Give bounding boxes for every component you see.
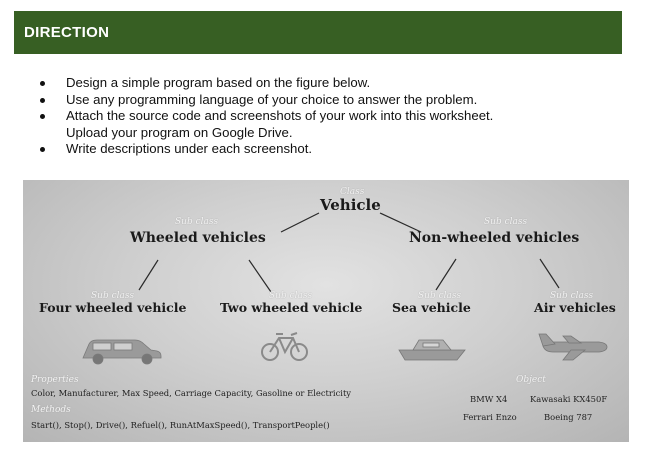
connector-line: [249, 260, 271, 292]
properties-list: Color, Manufacturer, Max Speed, Carriage Capacity, Gasoline or Electricity: [31, 388, 352, 398]
subclass-tag: Sub class: [175, 217, 219, 227]
instruction-text: Use any programming language of your choice to answer the problem.: [66, 91, 478, 107]
subclass-wheeled-vehicles: Wheeled vehicles: [130, 230, 266, 246]
methods-tag: Methods: [31, 405, 71, 415]
connector-line: [540, 259, 559, 288]
subclass-tag: Sub class: [484, 217, 528, 227]
bullet-icon: [40, 114, 45, 119]
connector-line: [436, 259, 456, 290]
root-class-vehicle: Vehicle: [320, 196, 381, 214]
bullet-icon: [40, 81, 45, 86]
boat-icon: [399, 340, 465, 360]
instruction-text: Design a simple program based on the figure below.: [66, 75, 371, 90]
subclass-air-vehicles: Air vehicles: [534, 300, 616, 315]
subclass-tag: Sub class: [418, 291, 462, 301]
list-item: [40, 108, 630, 141]
connector-line: [281, 213, 319, 232]
object-tag: Object: [516, 375, 546, 385]
instruction-text: Attach the source code and screenshots of your work into this worksheet.: [66, 108, 494, 123]
instruction-list: [40, 75, 630, 158]
properties-tag: Properties: [31, 375, 79, 385]
car-icon: [83, 340, 161, 364]
class-tag: Class: [340, 187, 365, 197]
instruction-subtext: Upload your program on Google Drive.: [66, 124, 293, 140]
list-item: [40, 92, 630, 109]
subclass-tag: Sub class: [269, 291, 313, 301]
object-boeing-787: Boeing 787: [544, 412, 593, 422]
vehicle-class-diagram: [23, 180, 629, 442]
subclass-sea-vehicle: Sea vehicle: [392, 300, 471, 315]
object-kawasaki: Kawasaki KX450F: [530, 394, 608, 404]
instruction-text: Write descriptions under each screenshot.: [66, 141, 313, 156]
header-title: DIRECTION: [24, 24, 110, 41]
bullet-icon: [40, 147, 45, 152]
subclass-two-wheeled: Two wheeled vehicle: [220, 300, 363, 315]
bullet-icon: [40, 98, 45, 103]
subclass-tag: Sub class: [550, 291, 594, 301]
airplane-icon: [539, 334, 607, 360]
object-bmw-x4: BMW X4: [470, 394, 508, 404]
bicycle-icon: [262, 333, 307, 360]
subclass-tag: Sub class: [91, 291, 135, 301]
subclass-four-wheeled: Four wheeled vehicle: [39, 300, 187, 315]
list-item: [40, 75, 630, 92]
list-item: [40, 141, 630, 158]
direction-header: [14, 11, 622, 54]
methods-list: Start(), Stop(), Drive(), Refuel(), RunAtMaxSpeed(), TransportPeople(): [31, 420, 330, 430]
connector-line: [139, 260, 158, 290]
object-ferrari-enzo: Ferrari Enzo: [463, 412, 517, 422]
subclass-non-wheeled-vehicles: Non-wheeled vehicles: [409, 230, 580, 246]
